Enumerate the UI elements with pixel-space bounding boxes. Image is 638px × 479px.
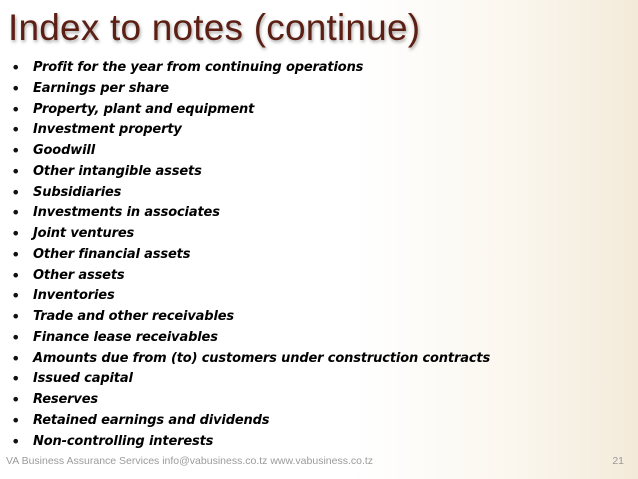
bullet-text: Subsidiaries	[33, 184, 122, 200]
bullet-dot-icon: •	[11, 141, 21, 160]
bullet-text: Retained earnings and dividends	[33, 412, 270, 428]
bullet-text: Reserves	[33, 392, 98, 407]
bullet-text: Trade and other receivables	[33, 309, 235, 324]
bullet-dot-icon: •	[11, 307, 21, 326]
bullet-text: Finance lease receivables	[33, 329, 218, 345]
bullet-dot-icon: •	[11, 182, 21, 202]
bullet-dot-icon: •	[11, 369, 21, 389]
bullet-text: Earnings per share	[33, 80, 169, 96]
bullet-text: Other financial assets	[33, 246, 191, 262]
bullet-dot-icon: •	[11, 431, 21, 451]
bullet-text: Joint ventures	[33, 226, 135, 241]
bullet-text: Amounts due from (to) customers under construction contracts	[33, 350, 491, 366]
bullet-text: Other intangible assets	[33, 163, 202, 179]
bullet-text: Investments in associates	[33, 205, 220, 221]
bullet-dot-icon: •	[11, 78, 21, 98]
bullet-text: Other assets	[33, 267, 125, 283]
bullet-text: Non-controlling interests	[33, 433, 214, 449]
slide-title: Index to notes (continue)	[8, 7, 421, 48]
bullet-dot-icon: •	[11, 348, 21, 368]
bullet-dot-icon: •	[11, 120, 21, 140]
slide-number: 21	[612, 455, 624, 467]
bullet-text: Investment property	[33, 122, 182, 138]
bullet-dot-icon: •	[11, 161, 21, 181]
bullet-dot-icon: •	[11, 99, 21, 119]
bullet-dot-icon: •	[11, 410, 21, 430]
bullet-dot-icon: •	[11, 224, 21, 243]
bullet-dot-icon: •	[11, 390, 21, 409]
bullet-dot-icon: •	[11, 286, 21, 306]
bullet-dot-icon: •	[11, 327, 21, 347]
bullet-text: Issued capital	[33, 371, 133, 387]
bullet-dot-icon: •	[11, 58, 21, 77]
bullet-dot-icon: •	[11, 244, 21, 264]
bullet-dot-icon: •	[11, 203, 21, 223]
bullet-text: Inventories	[33, 288, 115, 304]
bullet-text: Goodwill	[33, 143, 96, 158]
footer-contact: VA Business Assurance Services info@vabusiness.co.tz www.vabusiness.co.tz	[6, 455, 374, 467]
bullet-text: Property, plant and equipment	[33, 101, 255, 117]
bullet-text: Profit for the year from continuing operations	[33, 60, 364, 75]
bullet-dot-icon: •	[11, 265, 21, 285]
